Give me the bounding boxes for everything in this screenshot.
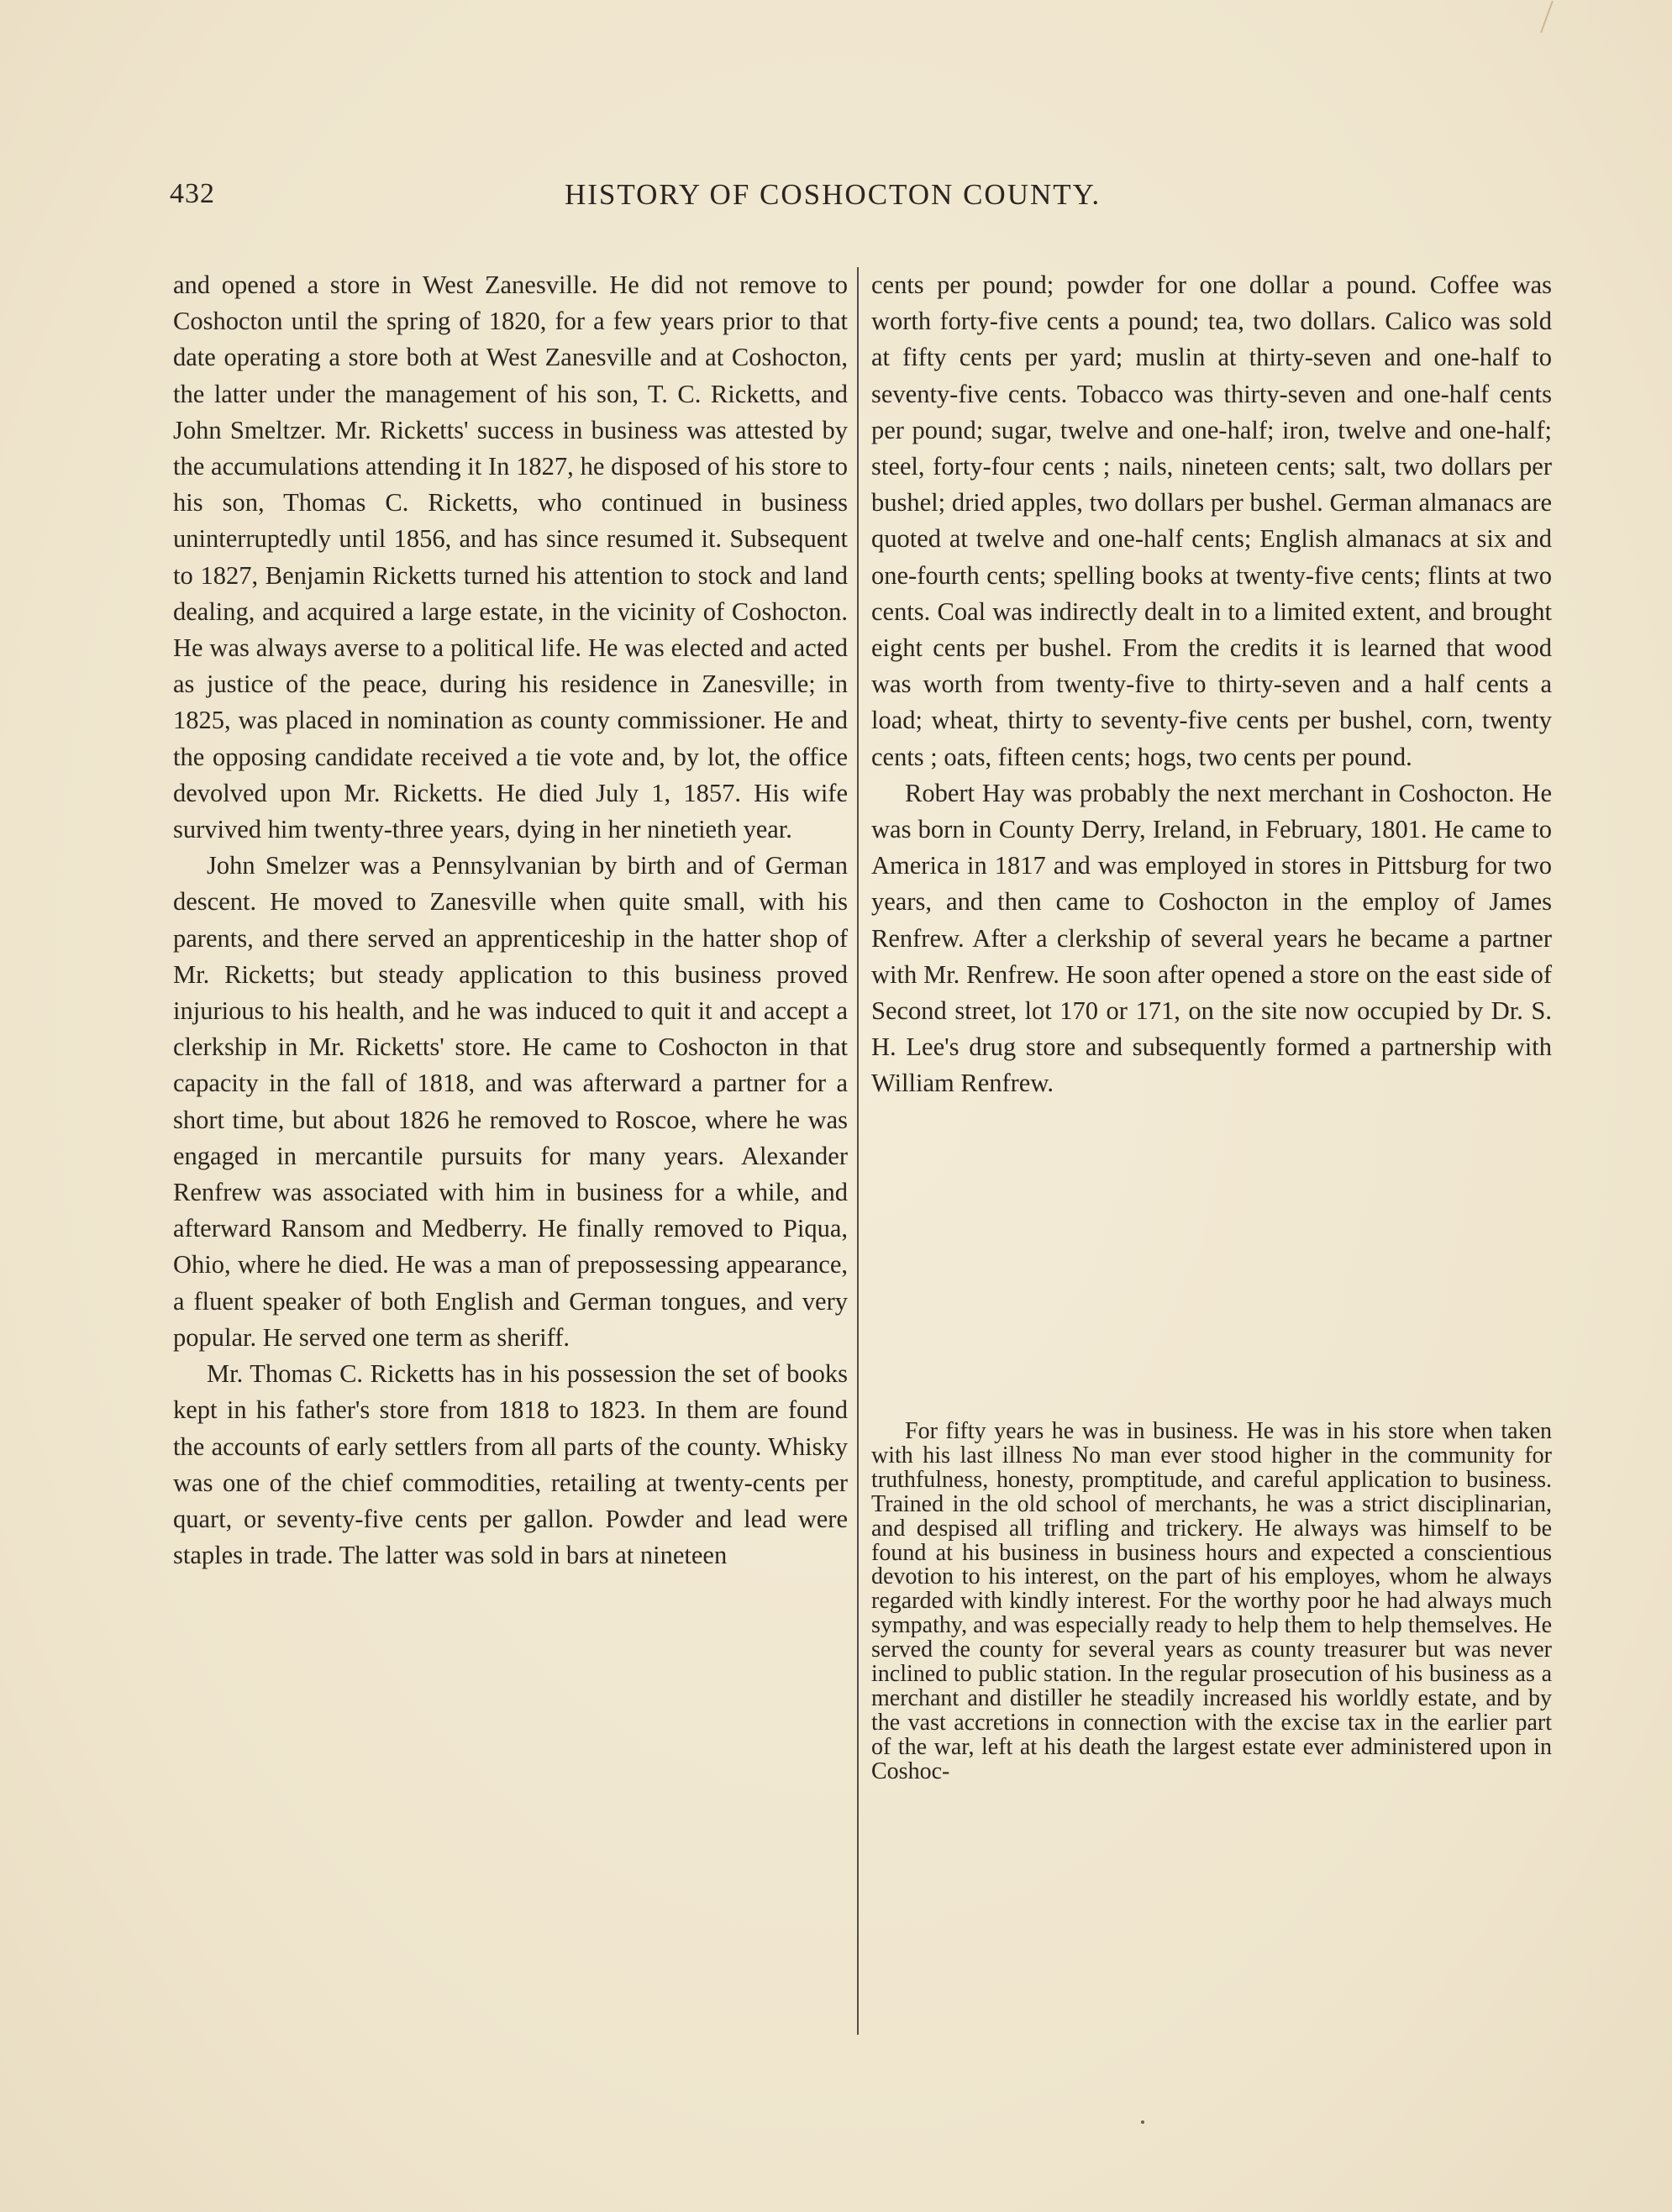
running-title: HISTORY OF COSHOCTON COUNTY. bbox=[565, 178, 1102, 211]
page-number: 432 bbox=[170, 178, 215, 209]
left-paragraph-3: Mr. Thomas C. Ricketts has in his possession the set of books kept in his father's store from 1818 to 1823. In them are found the accounts of early settlers from all parts of the county. Whisky was one of the chief commodities, retailing at twenty-cents per quart, or seventy-five cents per gallon. Powder and lead were staples in trade. The latter was sold in bars at nineteen bbox=[173, 1359, 848, 1570]
ink-speck bbox=[1141, 2120, 1144, 2124]
scan-mark bbox=[1540, 1, 1554, 33]
right-paragraph-2: Robert Hay was probably the next merchant in Coshocton. He was born in County Derry, Ireland, in February, 1801. He came to America in 1817 and was employed in stores in Pittsburg for two years, and then came to Coshocton in the employ of James Renfrew. After a clerkship of several years he became a partner with Mr. Renfrew. He soon after opened a store on the east side of Second street, lot 170 or 171, on the site now occupied by Dr. S. H. Lee's drug store and subsequently formed a partnership with William Renfrew. bbox=[871, 778, 1552, 1098]
page-header bbox=[170, 178, 1161, 229]
column-divider bbox=[857, 267, 859, 2035]
right-column bbox=[871, 267, 1552, 1102]
left-paragraph-2: John Smelzer was a Pennsylvanian by birth and of German descent. He moved to Zanesville when quite small, with his parents, and there served an apprenticeship in the hatter shop of Mr. Ricketts; but steady application to this business proved injurious to his health, and he was induced to quit it and accept a clerkship in Mr. Ricketts' store. He came to Coshocton in that capacity in the fall of 1818, and was afterward a partner for a short time, but about 1826 he removed to Roscoe, where he was engaged in mercantile pursuits for many years. Alexander Renfrew was associated with him in business for a while, and afterward Ransom and Medberry. He finally removed to Piqua, Ohio, where he died. He was a man of prepossessing appearance, a fluent speaker of both English and German tongues, and very popular. He served one term as sheriff. bbox=[173, 851, 848, 1352]
right-small-type-block bbox=[871, 1420, 1552, 1784]
right-paragraph-1: cents per pound; powder for one dollar a pound. Coffee was worth forty-five cents a pound; tea, two dollars. Calico was sold at fifty cents per yard; muslin at thirty-seven and one-half to seventy-five cents. Tobacco was thirty-seven and one-half cents per pound; sugar, twelve and one-half; iron, twelve and one-half; steel, forty-four cents ; nails, nineteen cents; salt, two dollars per bushel; dried apples, two dollars per bushel. German almanacs are quoted at twelve and one-half cents; English almanacs at six and one-fourth cents; spelling books at twenty-five cents; flints at two cents. Coal was indirectly dealt in to a limited extent, and brought eight cents per bushel. From the credits it is learned that wood was worth from twenty-five to thirty-seven and a half cents a load; wheat, thirty to seventy-five cents per bushel, corn, twenty cents ; oats, fifteen cents; hogs, two cents per pound. bbox=[871, 271, 1552, 771]
left-column bbox=[173, 267, 848, 1574]
right-paragraph-3: For fifty years he was in business. He was in his store when taken with his last illness No man ever stood higher in the community for truthfulness, honesty, promptitude, and careful application to business. Trained in the old school of merchants, he was a strict disciplinarian, and despised all trifling and trickery. He always was himself to be found at his business in business hours and expected a conscientious devotion to his interest, on the part of his employes, whom he always regarded with kindly interest. For the worthy poor he had always much sympathy, and was especially ready to help them to help themselves. He served the county for several years as county treasurer but was never inclined to public station. In the regular prosecution of his business as a merchant and distiller he steadily increased his worldly estate, and by the vast accretions in connection with the excise tax in the earlier part of the war, left at his death the largest estate ever administered upon in Coshoc- bbox=[871, 1418, 1552, 1784]
left-paragraph-1: and opened a store in West Zanesville. He did not remove to Coshocton until the spring of 1820, for a few years prior to that date operating a store both at West Zanesville and at Coshocton, the latter under the management of his son, T. C. Ricketts, and John Smeltzer. Mr. Ricketts' success in business was attested by the accumulations attending it In 1827, he disposed of his store to his son, Thomas C. Ricketts, who continued in business uninterruptedly until 1856, and has since resumed it. Subsequent to 1827, Benjamin Ricketts turned his attention to stock and land dealing, and acquired a large estate, in the vicinity of Coshocton. He was always averse to a political life. He was elected and acted as justice of the peace, during his residence in Zanesville; in 1825, was placed in nomination as county commissioner. He and the opposing candidate received a tie vote and, by lot, the office devolved upon Mr. Ricketts. He died July 1, 1857. His wife survived him twenty-three years, dying in her ninetieth year. bbox=[173, 271, 848, 844]
